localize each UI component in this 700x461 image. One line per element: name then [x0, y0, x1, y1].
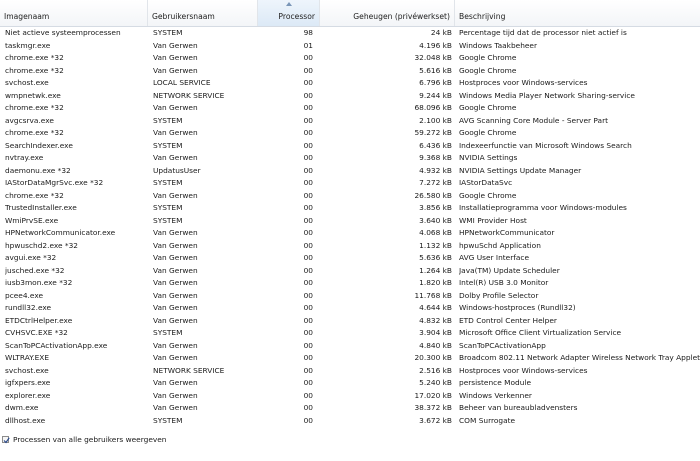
- process-row[interactable]: [0, 302, 700, 315]
- cpu-cell: 00: [303, 128, 313, 137]
- user-name-cell: Van Gerwen: [153, 353, 198, 362]
- image-name-cell: chrome.exe *32: [5, 53, 64, 62]
- user-name-cell: Van Gerwen: [153, 65, 198, 75]
- cpu-cell: 00: [303, 340, 313, 350]
- description-cell: Intel(R) USB 3.0 Monitor: [459, 278, 549, 287]
- column-header-image-name[interactable]: Imagenaam: [0, 0, 148, 26]
- user-name-cell: Van Gerwen: [153, 53, 198, 62]
- process-row[interactable]: [0, 240, 700, 253]
- user-name-cell: Van Gerwen: [153, 153, 198, 162]
- cpu-cell: 00: [303, 53, 313, 62]
- cpu-cell: 00: [303, 90, 313, 100]
- image-name-cell: ETDCtrlHelper.exe: [5, 315, 73, 325]
- user-name-cell: Van Gerwen: [153, 390, 198, 400]
- user-name-cell: Van Gerwen: [153, 103, 198, 112]
- user-name-cell: NETWORK SERVICE: [153, 90, 225, 100]
- description-cell: Google Chrome: [459, 128, 517, 137]
- image-name-cell: iusb3mon.exe *32: [5, 278, 73, 287]
- memory-cell: 20.300 kB: [414, 353, 452, 362]
- cpu-cell: 00: [303, 140, 313, 150]
- column-header-cpu[interactable]: [258, 0, 320, 26]
- process-row[interactable]: [0, 52, 700, 65]
- user-name-cell: Van Gerwen: [153, 228, 198, 237]
- cpu-cell: 00: [303, 303, 313, 312]
- image-name-cell: svchost.exe: [5, 365, 49, 375]
- cpu-cell: 00: [303, 78, 313, 87]
- user-name-cell: SYSTEM: [153, 328, 183, 337]
- cpu-cell: 00: [303, 228, 313, 237]
- description-cell: Installatieprogramma voor Windows-modules: [459, 203, 627, 212]
- cpu-cell: 01: [303, 40, 313, 50]
- user-name-cell: Van Gerwen: [153, 128, 198, 137]
- image-name-cell: nvtray.exe: [5, 153, 44, 162]
- description-cell: Windows Verkenner: [459, 390, 532, 400]
- description-cell: hpwuSchd Application: [459, 240, 541, 250]
- user-name-cell: Van Gerwen: [153, 315, 198, 325]
- image-name-cell: chrome.exe *32: [5, 103, 64, 112]
- image-name-cell: rundll32.exe: [5, 303, 52, 312]
- cpu-cell: 00: [303, 165, 313, 175]
- process-row[interactable]: [0, 390, 700, 403]
- description-cell: Google Chrome: [459, 103, 517, 112]
- show-all-users-option[interactable]: [0, 434, 700, 446]
- image-name-cell: dllhost.exe: [5, 415, 46, 425]
- process-row[interactable]: [0, 365, 700, 378]
- cpu-cell: 00: [303, 215, 313, 225]
- memory-cell: 68.096 kB: [414, 103, 452, 112]
- show-all-users-checkbox[interactable]: [2, 436, 9, 443]
- process-row[interactable]: [0, 165, 700, 178]
- process-row[interactable]: [0, 90, 700, 103]
- description-cell: Microsoft Office Client Virtualization Service: [459, 328, 622, 337]
- sort-descending-icon: [286, 2, 292, 6]
- memory-cell: 26.580 kB: [414, 190, 452, 200]
- image-name-cell: dwm.exe: [5, 403, 39, 412]
- column-header-bar: [0, 0, 700, 27]
- image-name-cell: svchost.exe: [5, 78, 49, 87]
- cpu-cell: 00: [303, 115, 313, 125]
- memory-cell: 6.796 kB: [419, 78, 452, 87]
- user-name-cell: SYSTEM: [153, 28, 183, 37]
- memory-cell: 24 kB: [430, 28, 452, 37]
- user-name-cell: Van Gerwen: [153, 190, 198, 200]
- process-row[interactable]: [0, 277, 700, 290]
- user-name-cell: Van Gerwen: [153, 303, 198, 312]
- description-cell: Google Chrome: [459, 190, 517, 200]
- cpu-cell: 00: [303, 328, 313, 337]
- cpu-cell: 00: [303, 190, 313, 200]
- process-row[interactable]: [0, 415, 700, 428]
- process-row[interactable]: [0, 152, 700, 165]
- memory-cell: 1.820 kB: [419, 278, 452, 287]
- image-name-cell: explorer.exe: [5, 390, 51, 400]
- memory-cell: 4.832 kB: [419, 315, 452, 325]
- cpu-cell: 00: [303, 240, 313, 250]
- memory-cell: 32.048 kB: [414, 53, 452, 62]
- cpu-cell: 00: [303, 315, 313, 325]
- memory-cell: 11.768 kB: [414, 290, 452, 300]
- cpu-cell: 00: [303, 353, 313, 362]
- process-row[interactable]: [0, 177, 700, 190]
- description-cell: NVIDIA Settings Update Manager: [459, 165, 582, 175]
- process-row[interactable]: [0, 190, 700, 203]
- image-name-cell: igfxpers.exe: [5, 378, 51, 387]
- process-row[interactable]: [0, 290, 700, 303]
- process-row[interactable]: [0, 40, 700, 53]
- process-row[interactable]: [0, 140, 700, 153]
- image-name-cell: WmiPrvSE.exe: [5, 215, 59, 225]
- memory-cell: 3.856 kB: [419, 203, 452, 212]
- user-name-cell: Van Gerwen: [153, 403, 198, 412]
- user-name-cell: NETWORK SERVICE: [153, 365, 225, 375]
- memory-cell: 17.020 kB: [414, 390, 452, 400]
- memory-cell: 9.368 kB: [419, 153, 452, 162]
- memory-cell: 2.516 kB: [419, 365, 452, 375]
- cpu-cell: 00: [303, 203, 313, 212]
- process-row[interactable]: [0, 102, 700, 115]
- description-cell: Windows-hostproces (Rundll32): [459, 303, 576, 312]
- process-row[interactable]: [0, 27, 700, 40]
- process-row[interactable]: [0, 252, 700, 265]
- user-name-cell: Van Gerwen: [153, 265, 198, 275]
- cpu-cell: 00: [303, 415, 313, 425]
- show-all-users-label: Processen van alle gebruikers weergeven: [13, 435, 167, 444]
- cpu-cell: 00: [303, 103, 313, 112]
- description-cell: Java(TM) Update Scheduler: [459, 265, 560, 275]
- description-cell: ETD Control Center Helper: [459, 315, 557, 325]
- cpu-cell: 00: [303, 253, 313, 262]
- memory-cell: 5.240 kB: [419, 378, 452, 387]
- image-name-cell: ScanToPCActivationApp.exe: [5, 340, 108, 350]
- user-name-cell: Van Gerwen: [153, 253, 198, 262]
- cpu-cell: 00: [303, 65, 313, 75]
- image-name-cell: WLTRAY.EXE: [5, 353, 50, 362]
- description-cell: Dolby Profile Selector: [459, 290, 539, 300]
- user-name-cell: Van Gerwen: [153, 340, 198, 350]
- memory-cell: 6.436 kB: [419, 140, 452, 150]
- memory-cell: 2.100 kB: [419, 115, 452, 125]
- column-header-cpu-label: Processor: [278, 12, 315, 21]
- description-cell: Windows Media Player Network Sharing-service: [459, 90, 635, 100]
- cpu-cell: 00: [303, 403, 313, 412]
- image-name-cell: jusched.exe *32: [5, 265, 65, 275]
- user-name-cell: SYSTEM: [153, 115, 183, 125]
- user-name-cell: SYSTEM: [153, 203, 183, 212]
- column-header-user-name[interactable]: Gebruikersnaam: [148, 0, 258, 26]
- process-row[interactable]: [0, 215, 700, 228]
- description-cell: Hostproces voor Windows-services: [459, 365, 588, 375]
- image-name-cell: pcee4.exe: [5, 290, 44, 300]
- image-name-cell: wmpnetwk.exe: [5, 90, 61, 100]
- process-row[interactable]: [0, 340, 700, 353]
- description-cell: AVG User Interface: [459, 253, 529, 262]
- cpu-cell: 00: [303, 378, 313, 387]
- process-row[interactable]: [0, 377, 700, 390]
- user-name-cell: Van Gerwen: [153, 40, 198, 50]
- process-list: [0, 27, 700, 427]
- description-cell: Windows Taakbeheer: [459, 40, 538, 50]
- memory-cell: 59.272 kB: [414, 128, 452, 137]
- image-name-cell: HPNetworkCommunicator.exe: [5, 228, 116, 237]
- user-name-cell: UpdatusUser: [153, 165, 201, 175]
- description-cell: NVIDIA Settings: [459, 153, 518, 162]
- memory-cell: 7.272 kB: [419, 178, 452, 187]
- image-name-cell: taskmgr.exe: [5, 40, 51, 50]
- description-cell: Beheer van bureaubladvensters: [459, 403, 578, 412]
- memory-cell: 3.904 kB: [419, 328, 452, 337]
- process-row[interactable]: [0, 327, 700, 340]
- memory-cell: 4.196 kB: [419, 40, 452, 50]
- description-cell: HPNetworkCommunicator: [459, 228, 555, 237]
- memory-cell: 5.636 kB: [419, 253, 452, 262]
- process-row[interactable]: [0, 65, 700, 78]
- cpu-cell: 00: [303, 178, 313, 187]
- memory-cell: 4.068 kB: [419, 228, 452, 237]
- user-name-cell: SYSTEM: [153, 140, 183, 150]
- user-name-cell: Van Gerwen: [153, 290, 198, 300]
- memory-cell: 4.644 kB: [419, 303, 452, 312]
- user-name-cell: Van Gerwen: [153, 278, 198, 287]
- cpu-cell: 00: [303, 365, 313, 375]
- description-cell: Percentage tijd dat de processor niet actief is: [459, 28, 627, 37]
- memory-cell: 3.672 kB: [419, 415, 452, 425]
- cpu-cell: 98: [303, 28, 313, 37]
- cpu-cell: 00: [303, 390, 313, 400]
- image-name-cell: Niet actieve systeemprocessen: [5, 28, 121, 37]
- memory-cell: 3.640 kB: [419, 215, 452, 225]
- image-name-cell: avgui.exe *32: [5, 253, 57, 262]
- cpu-cell: 00: [303, 290, 313, 300]
- memory-cell: 4.932 kB: [419, 165, 452, 175]
- description-cell: ScanToPCActivationApp: [459, 340, 546, 350]
- description-cell: Broadcom 802.11 Network Adapter Wireless Network Tray Applet: [459, 353, 700, 362]
- process-row[interactable]: [0, 115, 700, 128]
- column-header-description[interactable]: Beschrijving: [459, 12, 506, 21]
- description-cell: Google Chrome: [459, 65, 517, 75]
- user-name-cell: SYSTEM: [153, 415, 183, 425]
- user-name-cell: LOCAL SERVICE: [153, 78, 211, 87]
- cpu-cell: 00: [303, 265, 313, 275]
- memory-cell: 1.264 kB: [419, 265, 452, 275]
- cpu-cell: 00: [303, 153, 313, 162]
- image-name-cell: hpwuschd2.exe *32: [5, 240, 79, 250]
- process-row[interactable]: [0, 227, 700, 240]
- description-cell: Hostproces voor Windows-services: [459, 78, 588, 87]
- description-cell: IAStorDataSvc: [459, 178, 513, 187]
- description-cell: COM Surrogate: [459, 415, 516, 425]
- memory-cell: 4.840 kB: [419, 340, 452, 350]
- image-name-cell: SearchIndexer.exe: [5, 140, 73, 150]
- description-cell: Google Chrome: [459, 53, 517, 62]
- process-row[interactable]: [0, 77, 700, 90]
- cpu-cell: 00: [303, 278, 313, 287]
- image-name-cell: chrome.exe *32: [5, 65, 64, 75]
- image-name-cell: avgcsrva.exe: [5, 115, 54, 125]
- column-header-memory[interactable]: Geheugen (privéwerkset): [320, 0, 455, 26]
- memory-cell: 5.616 kB: [419, 65, 452, 75]
- image-name-cell: IAStorDataMgrSvc.exe *32: [5, 178, 104, 187]
- user-name-cell: SYSTEM: [153, 215, 183, 225]
- user-name-cell: Van Gerwen: [153, 378, 198, 387]
- image-name-cell: chrome.exe *32: [5, 128, 64, 137]
- process-row[interactable]: [0, 352, 700, 365]
- image-name-cell: CVHSVC.EXE *32: [5, 328, 68, 337]
- user-name-cell: SYSTEM: [153, 178, 183, 187]
- description-cell: WMI Provider Host: [459, 215, 527, 225]
- description-cell: AVG Scanning Core Module - Server Part: [459, 115, 609, 125]
- image-name-cell: daemonu.exe *32: [5, 165, 71, 175]
- image-name-cell: TrustedInstaller.exe: [5, 203, 77, 212]
- memory-cell: 9.244 kB: [419, 90, 452, 100]
- description-cell: persistence Module: [459, 378, 531, 387]
- process-row[interactable]: [0, 315, 700, 328]
- description-cell: Indexeerfunctie van Microsoft Windows Search: [459, 140, 632, 150]
- process-row[interactable]: [0, 265, 700, 278]
- process-row[interactable]: [0, 402, 700, 415]
- memory-cell: 1.132 kB: [419, 240, 452, 250]
- user-name-cell: Van Gerwen: [153, 240, 198, 250]
- checkmark-icon: [3, 437, 10, 444]
- process-row[interactable]: [0, 127, 700, 140]
- memory-cell: 38.372 kB: [414, 403, 452, 412]
- image-name-cell: chrome.exe *32: [5, 190, 64, 200]
- process-row[interactable]: [0, 202, 700, 215]
